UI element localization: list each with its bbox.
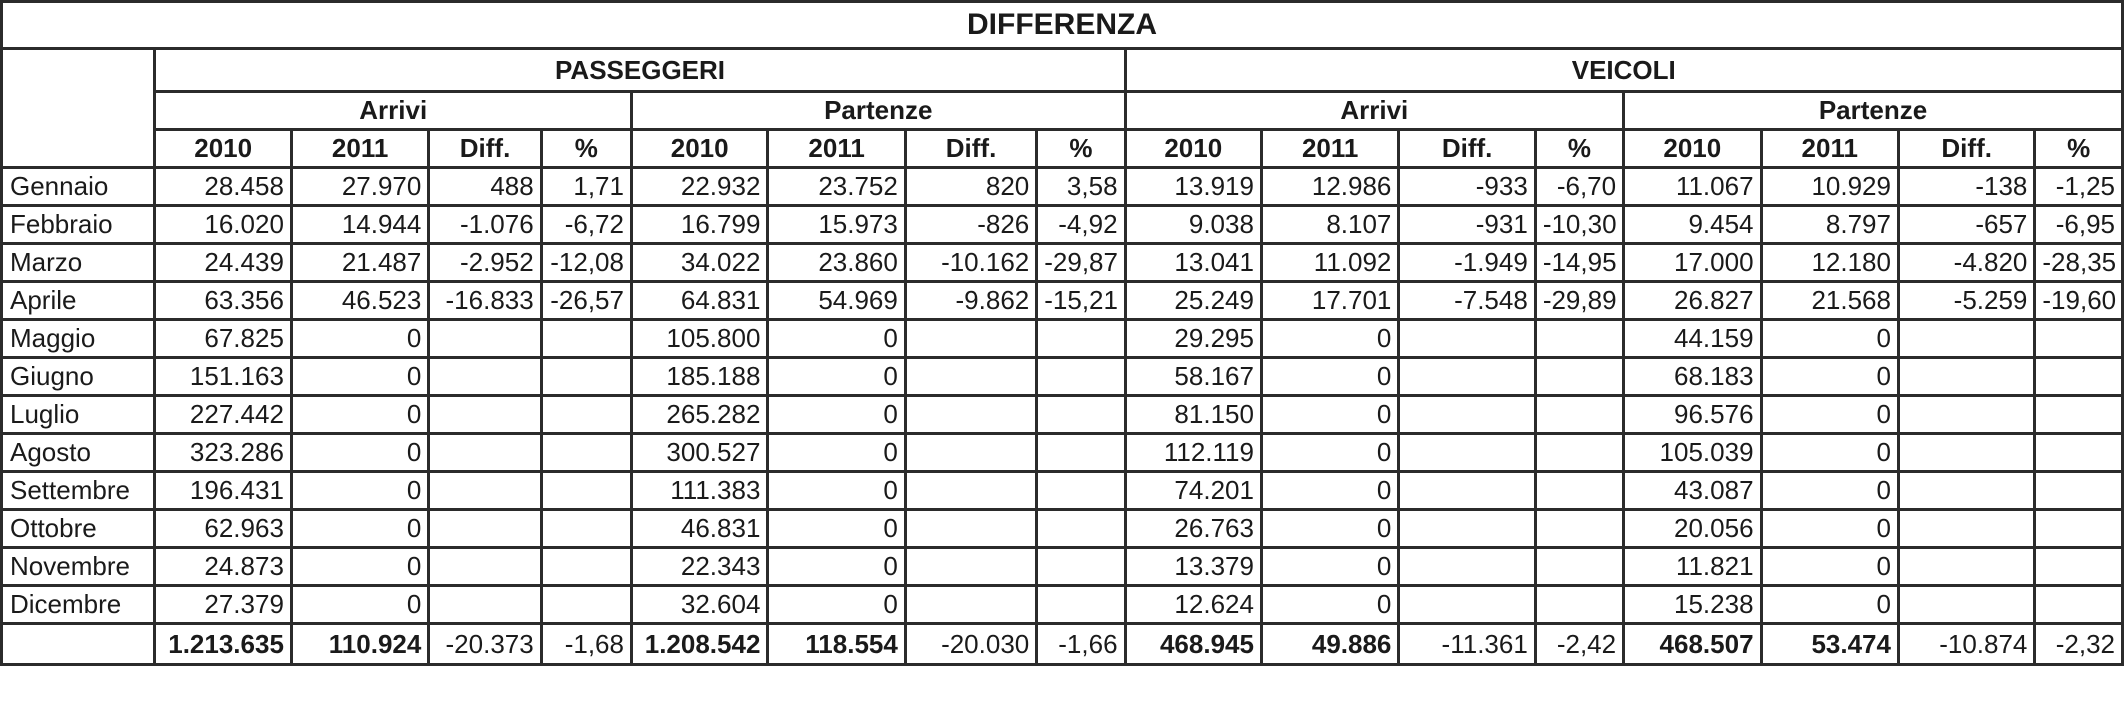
- table-cell: 0: [768, 434, 905, 472]
- table-cell: 34.022: [631, 244, 767, 282]
- table-cell: [1037, 472, 1125, 510]
- table-cell: 323.286: [155, 434, 291, 472]
- table-cell: 112.119: [1125, 434, 1261, 472]
- month-label: Marzo: [2, 244, 155, 282]
- month-label: Dicembre: [2, 586, 155, 624]
- total-cell: -10.874: [1898, 624, 2034, 665]
- table-cell: [429, 548, 541, 586]
- table-cell: 11.821: [1624, 548, 1761, 586]
- table-cell: 0: [291, 548, 428, 586]
- group-row: [2, 49, 2123, 92]
- table-cell: 43.087: [1624, 472, 1761, 510]
- total-cell: 1.213.635: [155, 624, 291, 665]
- table-cell: 15.973: [768, 206, 905, 244]
- total-cell: 1.208.542: [631, 624, 767, 665]
- table-cell: 8.107: [1261, 206, 1398, 244]
- table-cell: [541, 358, 631, 396]
- table-cell: [2035, 434, 2123, 472]
- total-cell: 468.507: [1624, 624, 1761, 665]
- table-cell: [1535, 320, 1623, 358]
- table-cell: 22.343: [631, 548, 767, 586]
- table-cell: 0: [1261, 320, 1398, 358]
- table-cell: 27.970: [291, 168, 428, 206]
- column-header: Diff.: [429, 130, 541, 168]
- table-row: [2, 472, 2123, 510]
- table-cell: [1898, 434, 2034, 472]
- table-cell: -4.820: [1898, 244, 2034, 282]
- total-cell: 49.886: [1261, 624, 1398, 665]
- table-cell: -5.259: [1898, 282, 2034, 320]
- table-cell: [1037, 510, 1125, 548]
- table-cell: 0: [768, 548, 905, 586]
- table-row: [2, 510, 2123, 548]
- table-cell: 0: [291, 358, 428, 396]
- table-cell: 14.944: [291, 206, 428, 244]
- table-cell: [905, 472, 1036, 510]
- month-label: Agosto: [2, 434, 155, 472]
- table-row: [2, 168, 2123, 206]
- table-cell: [2035, 396, 2123, 434]
- table-cell: 63.356: [155, 282, 291, 320]
- table-row: [2, 586, 2123, 624]
- table-cell: 13.919: [1125, 168, 1261, 206]
- subgroup-veicoli-partenze: Partenze: [1624, 92, 2123, 130]
- table-cell: [1535, 510, 1623, 548]
- table-cell: 22.932: [631, 168, 767, 206]
- group-passeggeri: PASSEGGERI: [155, 49, 1125, 92]
- column-header: 2010: [1624, 130, 1761, 168]
- table-cell: -28,35: [2035, 244, 2123, 282]
- table-cell: 105.800: [631, 320, 767, 358]
- table-cell: 24.439: [155, 244, 291, 282]
- table-cell: [1037, 586, 1125, 624]
- table-cell: [2035, 358, 2123, 396]
- table-cell: -29,87: [1037, 244, 1125, 282]
- table-cell: 151.163: [155, 358, 291, 396]
- table-cell: [541, 396, 631, 434]
- table-cell: [1898, 548, 2034, 586]
- table-title: DIFFERENZA: [2, 2, 2123, 49]
- table-cell: 0: [1761, 320, 1898, 358]
- table-cell: -29,89: [1535, 282, 1623, 320]
- table-cell: [905, 396, 1036, 434]
- table-cell: [2035, 586, 2123, 624]
- table-cell: [1898, 320, 2034, 358]
- table-cell: 9.454: [1624, 206, 1761, 244]
- table-cell: [1399, 586, 1535, 624]
- table-cell: 0: [1261, 472, 1398, 510]
- table-cell: [905, 320, 1036, 358]
- table-cell: 0: [1761, 396, 1898, 434]
- table-cell: 0: [1261, 586, 1398, 624]
- table-cell: -9.862: [905, 282, 1036, 320]
- table-cell: 25.249: [1125, 282, 1261, 320]
- table-cell: -15,21: [1037, 282, 1125, 320]
- table-cell: [541, 434, 631, 472]
- table-cell: 0: [1761, 586, 1898, 624]
- table-cell: [1037, 548, 1125, 586]
- table-cell: 26.763: [1125, 510, 1261, 548]
- table-cell: 27.379: [155, 586, 291, 624]
- table-cell: 23.752: [768, 168, 905, 206]
- table-cell: -7.548: [1399, 282, 1535, 320]
- table-cell: 10.929: [1761, 168, 1898, 206]
- total-cell: 468.945: [1125, 624, 1261, 665]
- month-label: Aprile: [2, 282, 155, 320]
- subgroup-row: [2, 92, 2123, 130]
- table-cell: -933: [1399, 168, 1535, 206]
- table-cell: -6,72: [541, 206, 631, 244]
- table-cell: [1898, 586, 2034, 624]
- table-cell: 46.523: [291, 282, 428, 320]
- table-cell: [905, 586, 1036, 624]
- month-label: Settembre: [2, 472, 155, 510]
- table-row: [2, 206, 2123, 244]
- table-cell: 0: [1761, 472, 1898, 510]
- table-cell: 32.604: [631, 586, 767, 624]
- table-cell: -26,57: [541, 282, 631, 320]
- month-label: Ottobre: [2, 510, 155, 548]
- column-header: Diff.: [1898, 130, 2034, 168]
- table-cell: 0: [1761, 510, 1898, 548]
- column-header: Diff.: [905, 130, 1036, 168]
- table-cell: 0: [768, 396, 905, 434]
- table-cell: 0: [1761, 358, 1898, 396]
- table-cell: -931: [1399, 206, 1535, 244]
- total-label: [2, 624, 155, 665]
- table-cell: 0: [291, 396, 428, 434]
- month-label: Giugno: [2, 358, 155, 396]
- table-row: [2, 548, 2123, 586]
- table-cell: 0: [291, 472, 428, 510]
- month-label: Maggio: [2, 320, 155, 358]
- table-cell: [1898, 358, 2034, 396]
- table-row: [2, 320, 2123, 358]
- table-cell: -826: [905, 206, 1036, 244]
- table-cell: [1399, 358, 1535, 396]
- table-cell: 21.487: [291, 244, 428, 282]
- table-cell: 0: [1261, 510, 1398, 548]
- table-cell: [429, 434, 541, 472]
- table-cell: [541, 548, 631, 586]
- table-cell: 29.295: [1125, 320, 1261, 358]
- table-cell: -2.952: [429, 244, 541, 282]
- total-cell: -2,32: [2035, 624, 2123, 665]
- table-cell: 265.282: [631, 396, 767, 434]
- subgroup-passeggeri-partenze: Partenze: [631, 92, 1125, 130]
- table-cell: [1535, 548, 1623, 586]
- table-cell: [905, 510, 1036, 548]
- table-cell: 24.873: [155, 548, 291, 586]
- table-cell: 28.458: [155, 168, 291, 206]
- table-cell: [1399, 434, 1535, 472]
- table-cell: 12.180: [1761, 244, 1898, 282]
- table-cell: 0: [768, 320, 905, 358]
- table-cell: 62.963: [155, 510, 291, 548]
- table-cell: 111.383: [631, 472, 767, 510]
- table-cell: 17.701: [1261, 282, 1398, 320]
- total-cell: 118.554: [768, 624, 905, 665]
- table-cell: 0: [1261, 548, 1398, 586]
- column-header: 2011: [291, 130, 428, 168]
- table-cell: -657: [1898, 206, 2034, 244]
- table-cell: 12.624: [1125, 586, 1261, 624]
- table-cell: 0: [291, 320, 428, 358]
- table-cell: [2035, 510, 2123, 548]
- table-cell: 74.201: [1125, 472, 1261, 510]
- table-cell: [1535, 358, 1623, 396]
- table-cell: -1.076: [429, 206, 541, 244]
- table-cell: [2035, 548, 2123, 586]
- subgroup-passeggeri-arrivi: Arrivi: [155, 92, 632, 130]
- table-cell: [905, 434, 1036, 472]
- table-cell: -4,92: [1037, 206, 1125, 244]
- table-cell: -14,95: [1535, 244, 1623, 282]
- title-row: [2, 2, 2123, 49]
- total-cell: -20.373: [429, 624, 541, 665]
- table-cell: 9.038: [1125, 206, 1261, 244]
- table-cell: 44.159: [1624, 320, 1761, 358]
- table-cell: [1399, 510, 1535, 548]
- table-cell: [541, 586, 631, 624]
- subgroup-veicoli-arrivi: Arrivi: [1125, 92, 1624, 130]
- table-cell: [1898, 510, 2034, 548]
- table-cell: 68.183: [1624, 358, 1761, 396]
- table-cell: [905, 358, 1036, 396]
- table-cell: -10.162: [905, 244, 1036, 282]
- table-row: [2, 282, 2123, 320]
- column-header: 2010: [1125, 130, 1261, 168]
- month-label: Novembre: [2, 548, 155, 586]
- table-cell: [429, 472, 541, 510]
- table-cell: 0: [291, 434, 428, 472]
- table-cell: [2035, 472, 2123, 510]
- table-row: [2, 358, 2123, 396]
- table-cell: -1.949: [1399, 244, 1535, 282]
- total-cell: -2,42: [1535, 624, 1623, 665]
- total-cell: 110.924: [291, 624, 428, 665]
- column-header: 2010: [155, 130, 291, 168]
- table-cell: 17.000: [1624, 244, 1761, 282]
- table-cell: 0: [768, 510, 905, 548]
- table-cell: 105.039: [1624, 434, 1761, 472]
- table-cell: [1898, 396, 2034, 434]
- table-cell: 20.056: [1624, 510, 1761, 548]
- table-cell: 11.092: [1261, 244, 1398, 282]
- table-cell: 26.827: [1624, 282, 1761, 320]
- table-cell: [1535, 472, 1623, 510]
- table-cell: [1037, 396, 1125, 434]
- table-cell: 23.860: [768, 244, 905, 282]
- table-cell: 185.188: [631, 358, 767, 396]
- table-cell: 0: [1761, 434, 1898, 472]
- table-cell: 12.986: [1261, 168, 1398, 206]
- table-cell: 0: [768, 472, 905, 510]
- table-cell: 0: [1261, 396, 1398, 434]
- table-cell: [1399, 548, 1535, 586]
- table-cell: 16.020: [155, 206, 291, 244]
- table-cell: 0: [1261, 358, 1398, 396]
- column-header: %: [1037, 130, 1125, 168]
- table-cell: -12,08: [541, 244, 631, 282]
- table-cell: 16.799: [631, 206, 767, 244]
- table-cell: [541, 510, 631, 548]
- table-cell: [429, 586, 541, 624]
- table-cell: -16.833: [429, 282, 541, 320]
- table-cell: 300.527: [631, 434, 767, 472]
- table-cell: -6,95: [2035, 206, 2123, 244]
- column-header: 2011: [768, 130, 905, 168]
- table-cell: 15.238: [1624, 586, 1761, 624]
- table-cell: -19,60: [2035, 282, 2123, 320]
- column-header: Diff.: [1399, 130, 1535, 168]
- corner-cell: [2, 49, 155, 168]
- table-cell: [905, 548, 1036, 586]
- total-row: [2, 624, 2123, 665]
- table-cell: 54.969: [768, 282, 905, 320]
- table-cell: [541, 472, 631, 510]
- month-label: Luglio: [2, 396, 155, 434]
- table-cell: 46.831: [631, 510, 767, 548]
- table-cell: -6,70: [1535, 168, 1623, 206]
- column-header: 2010: [631, 130, 767, 168]
- total-cell: -20.030: [905, 624, 1036, 665]
- table-cell: 196.431: [155, 472, 291, 510]
- column-header: %: [1535, 130, 1623, 168]
- total-cell: -11.361: [1399, 624, 1535, 665]
- table-cell: [429, 510, 541, 548]
- table-cell: [1535, 586, 1623, 624]
- table-cell: [429, 396, 541, 434]
- table-cell: 820: [905, 168, 1036, 206]
- table-cell: -10,30: [1535, 206, 1623, 244]
- table-cell: 0: [291, 586, 428, 624]
- month-label: Febbraio: [2, 206, 155, 244]
- table-cell: 0: [1761, 548, 1898, 586]
- table-cell: 21.568: [1761, 282, 1898, 320]
- table-cell: [1399, 320, 1535, 358]
- table-cell: [1399, 472, 1535, 510]
- table-cell: 67.825: [155, 320, 291, 358]
- total-cell: -1,66: [1037, 624, 1125, 665]
- table-cell: 0: [768, 358, 905, 396]
- table-cell: [429, 358, 541, 396]
- table-cell: [1535, 434, 1623, 472]
- table-cell: [541, 320, 631, 358]
- table-cell: 3,58: [1037, 168, 1125, 206]
- column-header: 2011: [1761, 130, 1898, 168]
- table-cell: 96.576: [1624, 396, 1761, 434]
- table-cell: 488: [429, 168, 541, 206]
- column-header: %: [541, 130, 631, 168]
- table-cell: [1037, 434, 1125, 472]
- table-cell: 0: [768, 586, 905, 624]
- table-body: [2, 168, 2123, 665]
- table-cell: 58.167: [1125, 358, 1261, 396]
- table-cell: 13.041: [1125, 244, 1261, 282]
- table-cell: [1399, 396, 1535, 434]
- month-label: Gennaio: [2, 168, 155, 206]
- table-cell: 1,71: [541, 168, 631, 206]
- table-cell: [429, 320, 541, 358]
- column-header: 2011: [1261, 130, 1398, 168]
- table-row: [2, 244, 2123, 282]
- table-cell: 81.150: [1125, 396, 1261, 434]
- table-cell: -1,25: [2035, 168, 2123, 206]
- table-cell: 0: [291, 510, 428, 548]
- table-row: [2, 396, 2123, 434]
- table-cell: [1037, 320, 1125, 358]
- table-cell: 13.379: [1125, 548, 1261, 586]
- table-cell: 11.067: [1624, 168, 1761, 206]
- total-cell: -1,68: [541, 624, 631, 665]
- column-header-row: [2, 130, 2123, 168]
- table-cell: 8.797: [1761, 206, 1898, 244]
- table-cell: 64.831: [631, 282, 767, 320]
- table-cell: 0: [1261, 434, 1398, 472]
- column-header: %: [2035, 130, 2123, 168]
- table-cell: 227.442: [155, 396, 291, 434]
- table-cell: -138: [1898, 168, 2034, 206]
- table-cell: [1898, 472, 2034, 510]
- table-cell: [1535, 396, 1623, 434]
- group-veicoli: VEICOLI: [1125, 49, 2122, 92]
- table-row: [2, 434, 2123, 472]
- table-cell: [1037, 358, 1125, 396]
- table-cell: [2035, 320, 2123, 358]
- total-cell: 53.474: [1761, 624, 1898, 665]
